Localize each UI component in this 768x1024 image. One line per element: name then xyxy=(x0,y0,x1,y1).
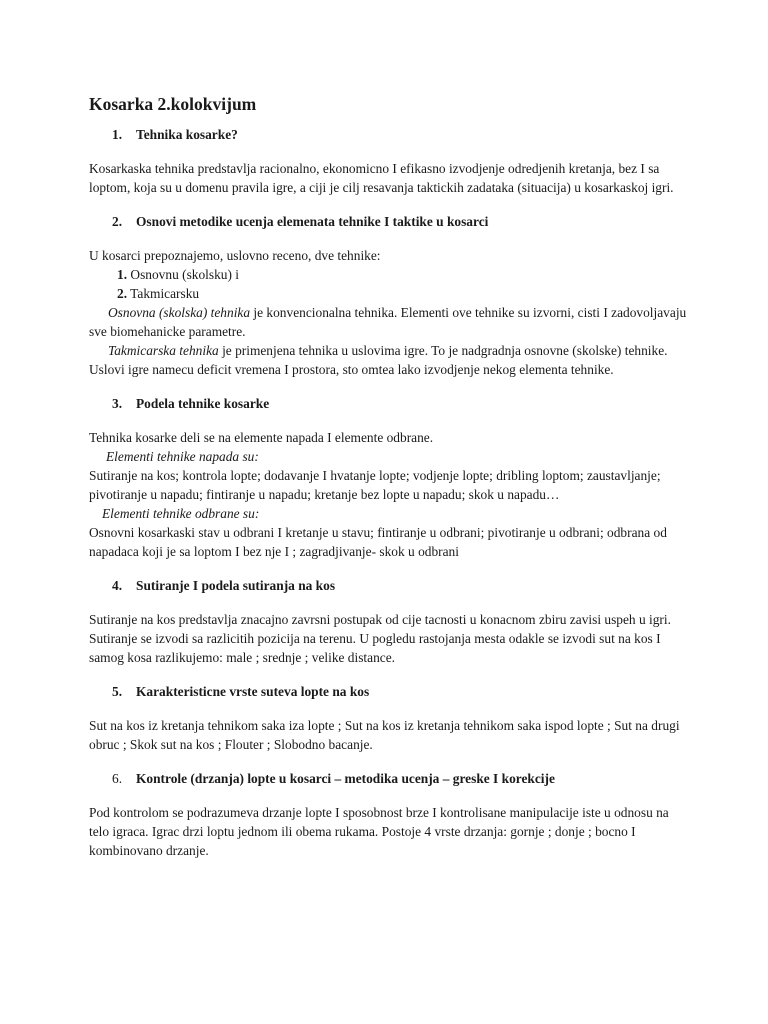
list-item-number: 1. xyxy=(117,267,128,282)
paragraph-text: je primenjena tehnika u uslovima igre. To je nadgradnja osnovne (skolske) tehnike. Uslovi igre namecu deficit vremena I prostora, sto omtea lako izvodjenje nekog elementa tehnike. xyxy=(89,343,668,377)
section-2-paragraph-1 xyxy=(89,303,689,341)
section-1-heading xyxy=(89,125,689,144)
section-2-number: 2. xyxy=(112,214,123,229)
attack-elements-label-text: Elementi tehnike napada su: xyxy=(106,449,259,464)
italic-term: Osnovna (skolska) tehnika xyxy=(108,305,251,320)
italic-term: Takmicarska tehnika xyxy=(108,343,219,358)
section-3-body xyxy=(89,428,689,561)
document-title: Kosarka 2.kolokvijum xyxy=(89,94,257,114)
section-2-body xyxy=(89,246,689,379)
section-4-heading xyxy=(89,576,689,595)
section-4-text: Sutiranje na kos predstavlja znacajno zavrsni postupak od cije tacnosti u konacnom zbiru zavisi uspeh u igri. Sutiranje se izvodi sa razlicitih pozicija na terenu. U pogledu rastojanja mesta odakle se izvodi sut na kos I samog kosa razlikujemo: male ; srednje ; velike distance. xyxy=(89,612,671,665)
document-body xyxy=(89,92,689,875)
attack-elements-text: Sutiranje na kos; kontrola lopte; dodavanje I hvatanje lopte; vodjenje lopte; dribling loptom; zaustavljanje; pivotiranje u napadu; fintiranje u napadu; kretanje bez lopte u napadu; skok u napadu… xyxy=(89,468,661,502)
list-item xyxy=(89,265,689,284)
section-1-number: 1. xyxy=(112,127,123,142)
defense-elements-label xyxy=(89,504,689,523)
paragraph-text: je konvencionalna tehnika. Elementi ove tehnike su izvorni, cisti I zadovoljavaju sve biomehanicke parametre. xyxy=(89,305,687,339)
section-6-title: Kontrole (drzanja) lopte u kosarci – metodika ucenja – greske I korekcije xyxy=(136,771,555,786)
section-6-heading xyxy=(89,769,689,788)
section-3-title: Podela tehnike kosarke xyxy=(136,396,270,411)
section-5-text: Sut na kos iz kretanja tehnikom saka iza lopte ; Sut na kos iz kretanja tehnikom saka ispod lopte ; Sut na drugi obruc ; Skok sut na kos ; Flouter ; Slobodno bacanje. xyxy=(89,718,680,752)
section-6-number: 6. xyxy=(112,771,123,786)
section-5-title: Karakteristicne vrste suteva lopte na kos xyxy=(136,684,370,699)
section-2-intro: U kosarci prepoznajemo, uslovno receno, dve tehnike: xyxy=(89,248,381,263)
defense-elements-text: Osnovni kosarkaski stav u odbrani I kretanje u stavu; fintiranje u odbrani; pivotiranje u odbrani; odbrana od napadaca koji je sa loptom I bez nje I ; zagradjivanje- skok u odbrani xyxy=(89,525,667,559)
section-5-number: 5. xyxy=(112,684,123,699)
list-item-number: 2. xyxy=(117,286,128,301)
defense-elements-label-text: Elementi tehnike odbrane su: xyxy=(102,506,260,521)
list-item xyxy=(89,284,689,303)
section-4-title: Sutiranje I podela sutiranja na kos xyxy=(136,578,336,593)
section-6-text: Pod kontrolom se podrazumeva drzanje lopte I sposobnost brze I kontrolisane manipulacije iste u odnosu na telo igraca. Igrac drzi loptu jednom ili obema rukama. Postoje 4 vrste drzanja: gornje ; donje ; bocno I kombinovano drzanje. xyxy=(89,805,669,858)
section-3-heading xyxy=(89,394,689,413)
section-3-intro: Tehnika kosarke deli se na elemente napada I elemente odbrane. xyxy=(89,430,434,445)
attack-elements-label xyxy=(89,447,689,466)
section-2-title: Osnovi metodike ucenja elemenata tehnike I taktike u kosarci xyxy=(136,214,489,229)
section-2-paragraph-2 xyxy=(89,341,689,379)
list-item-label: Takmicarsku xyxy=(130,286,200,301)
section-3-number: 3. xyxy=(112,396,123,411)
section-1-title: Tehnika kosarke? xyxy=(136,127,238,142)
list-item-label: Osnovnu (skolsku) i xyxy=(130,267,240,282)
section-4-number: 4. xyxy=(112,578,123,593)
section-2-heading xyxy=(89,212,689,231)
section-1-text: Kosarkaska tehnika predstavlja racionalno, ekonomicno I efikasno izvodjenje odredjenih kretanja, bez I sa loptom, koja su u domenu pravila igre, a ciji je cilj resavanja taktickih zadataka (situacija) u kosarkaskoj igri. xyxy=(89,161,674,195)
section-5-heading xyxy=(89,682,689,701)
